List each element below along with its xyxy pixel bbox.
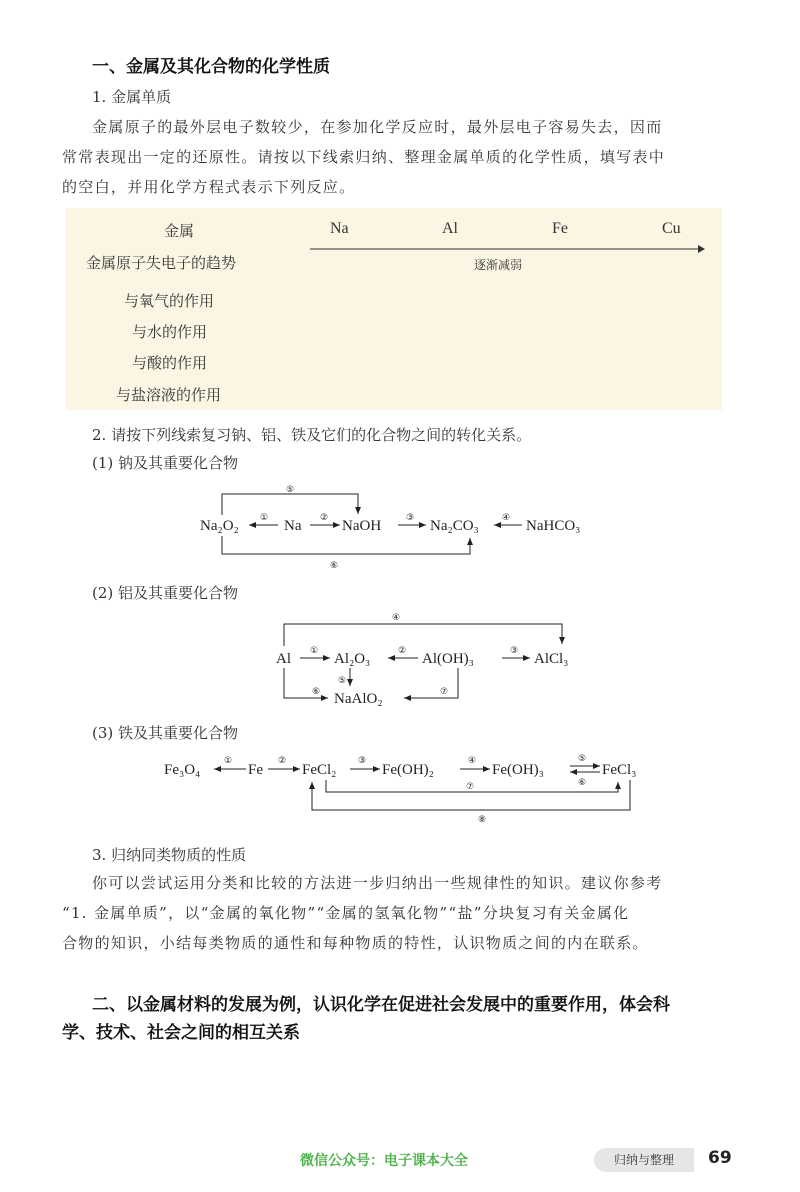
node-fecl2: FeCl₂ <box>302 762 337 778</box>
node-fe3o4: Fe₃O₄ <box>164 762 201 778</box>
trend-text: 逐渐减弱 <box>474 258 523 272</box>
paragraph-line: 的空白，并用化学方程式表示下列反应。 <box>62 178 356 196</box>
label-6: ⑥ <box>330 561 339 571</box>
node-al2o3: Al₂O₃ <box>334 651 371 667</box>
iron-diagram <box>160 748 660 826</box>
node-nahco3: NaHCO₃ <box>526 518 581 534</box>
node-fecl3: FeCl₃ <box>602 762 637 778</box>
node-naoh: NaOH <box>342 518 382 534</box>
label-4: ④ <box>392 613 401 623</box>
node-na2o2: Na₂O₂ <box>200 518 239 534</box>
node-na2co3: Na₂CO₃ <box>430 518 479 534</box>
metal-al: Al <box>442 220 458 237</box>
row-acid: 与酸的作用 <box>132 354 208 372</box>
label-5: ⑤ <box>286 485 295 495</box>
node-aloh3: Al(OH)₃ <box>422 651 474 667</box>
node-al: Al <box>276 651 291 667</box>
paragraph-line: “1. 金属单质”，以“金属的氧化物”“金属的氢氧化物”“盐”分块复习有关金属化 <box>62 904 630 922</box>
metal-cu: Cu <box>662 220 681 237</box>
metal-na: Na <box>330 220 349 237</box>
label-1: ① <box>310 646 319 656</box>
label-2: ② <box>278 756 287 766</box>
label-3: ③ <box>358 756 367 766</box>
node-feoh3: Fe(OH)₃ <box>492 762 544 778</box>
label-2: ② <box>398 646 407 656</box>
paragraph-line: 合物的知识，小结每类物质的通性和每种物质的特性，认识物质之间的内在联系。 <box>62 934 649 952</box>
label-8: ⑧ <box>478 815 487 825</box>
label-1: ① <box>224 756 233 766</box>
aluminium-section-title: (2) 铝及其重要化合物 <box>92 584 239 602</box>
subheading-conversion: 2. 请按下列线索复习钠、铝、铁及它们的化合物之间的转化关系。 <box>92 426 532 444</box>
chapter-tab: 归纳与整理 <box>594 1148 694 1172</box>
metal-fe: Fe <box>552 220 568 237</box>
node-naalo2: NaAlO₂ <box>334 691 383 707</box>
table-header-metal: 金属 <box>164 222 195 240</box>
metal-properties-table <box>66 208 722 410</box>
paragraph-line: 金属原子的最外层电子数较少，在参加化学反应时，最外层电子容易失去，因而 <box>92 118 663 136</box>
row-water: 与水的作用 <box>132 323 208 341</box>
label-1: ① <box>260 513 269 523</box>
node-fe: Fe <box>248 762 263 778</box>
label-3: ③ <box>510 646 519 656</box>
paragraph-line: 你可以尝试运用分类和比较的方法进一步归纳出一些规律性的知识。建议你参考 <box>92 874 663 892</box>
node-feoh2: Fe(OH)₂ <box>382 762 434 778</box>
label-4: ④ <box>468 756 477 766</box>
paragraph-line: 常常表现出一定的还原性。请按以下线索归纳、整理金属单质的化学性质，填写表中 <box>62 148 666 166</box>
label-5: ⑤ <box>338 676 347 686</box>
page-number: 69 <box>708 1148 732 1168</box>
subheading-class-properties: 3. 归纳同类物质的性质 <box>92 846 247 864</box>
watermark-text: 微信公众号：电子课本大全 <box>300 1153 468 1169</box>
label-5: ⑤ <box>578 754 587 764</box>
label-3: ③ <box>406 513 415 523</box>
section-1-title: 一、金属及其化合物的化学性质 <box>92 57 330 77</box>
section-2-title-line: 二、以金属材料的发展为例，认识化学在促进社会发展中的重要作用，体会科 <box>92 995 670 1015</box>
node-na: Na <box>284 518 302 534</box>
row-salt: 与盐溶液的作用 <box>116 386 222 404</box>
label-7: ⑦ <box>440 687 449 697</box>
trend-arrow <box>306 242 706 256</box>
sodium-diagram <box>190 478 620 574</box>
subheading-metal-elements: 1. 金属单质 <box>92 88 172 106</box>
label-7: ⑦ <box>466 782 475 792</box>
sodium-section-title: (1) 钠及其重要化合物 <box>92 454 239 472</box>
label-4: ④ <box>502 513 511 523</box>
section-2-title-line: 学、技术、社会之间的相互关系 <box>62 1023 300 1043</box>
row-oxygen: 与氧气的作用 <box>124 292 215 310</box>
aluminium-diagram <box>262 604 592 714</box>
label-6: ⑥ <box>312 687 321 697</box>
node-alcl3: AlCl₃ <box>534 651 569 667</box>
iron-section-title: (3) 铁及其重要化合物 <box>92 724 239 742</box>
label-6: ⑥ <box>578 778 587 788</box>
trend-label: 金属原子失电子的趋势 <box>86 254 237 272</box>
label-2: ② <box>320 513 329 523</box>
